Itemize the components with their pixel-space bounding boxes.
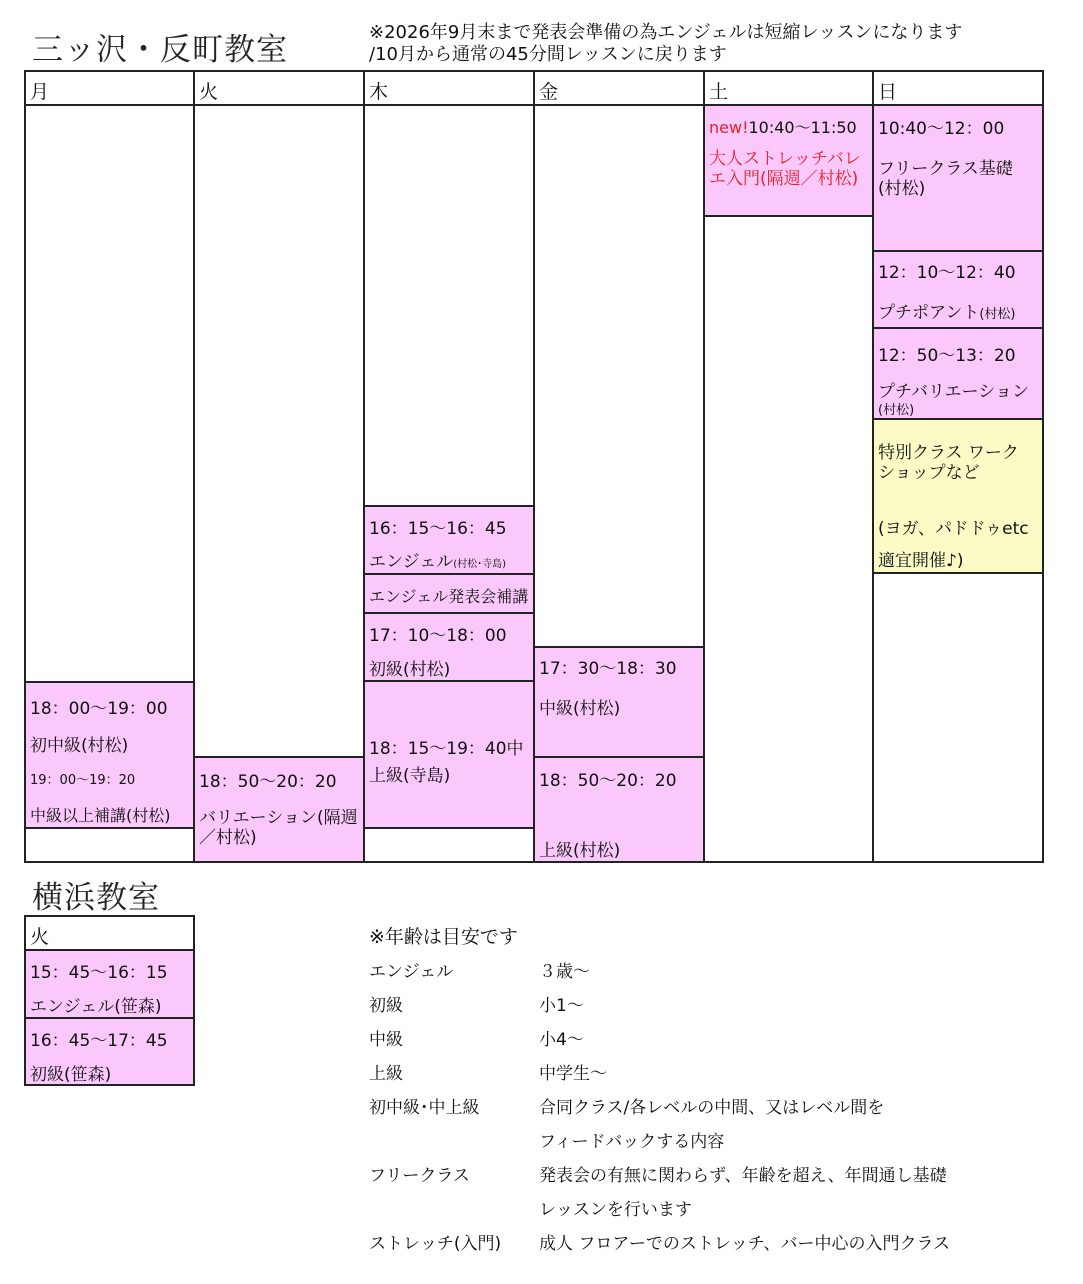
class-time: 18：50〜20：20 xyxy=(199,772,337,792)
legend-header: ※年齢は目安です xyxy=(369,926,518,948)
legend-value: 発表会の有無に関わらず、年齢を超え、年間通し基礎 xyxy=(539,1166,947,1186)
class-name: エンジェル(笹森) xyxy=(30,997,162,1017)
class-cell-sat-1 xyxy=(703,104,874,217)
class-teacher: (村松) xyxy=(979,307,1016,322)
class-name: 初級(笹森) xyxy=(30,1065,112,1085)
class-name-group xyxy=(369,547,506,572)
legend-label: エンジェル xyxy=(369,962,454,982)
class-name: エンジェル xyxy=(369,552,454,572)
legend-value: レッスンを行います xyxy=(539,1200,692,1220)
special-class-note: (ヨガ、パドドゥetc xyxy=(878,519,1029,539)
class-time: 16：45〜17：45 xyxy=(30,1031,168,1051)
class-time: 10:40〜12：00 xyxy=(878,119,1005,139)
class-cell-tue-1 xyxy=(193,756,365,863)
notice-line-2: /10月から通常の45分間レッスンに戻ります xyxy=(369,44,727,65)
legend-value: 小1〜 xyxy=(539,996,584,1016)
class-name-group xyxy=(878,298,1015,323)
class-cell-sun-1 xyxy=(872,104,1044,252)
legend-value: ３歳〜 xyxy=(539,962,590,982)
class-cell-mon-1 xyxy=(24,681,195,829)
legend-value: フィードバックする内容 xyxy=(539,1132,725,1152)
class-time: 15：45〜16：15 xyxy=(30,963,168,983)
special-class-name: 特別クラス ワークショップなど xyxy=(878,443,1019,483)
day-header-fri: 金 xyxy=(539,81,559,103)
legend-value: 中学生〜 xyxy=(539,1064,607,1084)
legend-value: 小4〜 xyxy=(539,1030,584,1050)
day-header-mon: 月 xyxy=(30,81,50,103)
class-time: 17：30〜18：30 xyxy=(539,659,677,679)
class-time: 16：15〜16：45 xyxy=(369,519,507,539)
special-class-note: 適宜開催♪) xyxy=(878,551,964,571)
class-cell-fri-2 xyxy=(533,756,705,863)
class-name: 上級(村松) xyxy=(539,841,621,861)
legend-value: 成人 フロアーでのストレッチ、バー中心の入門クラス xyxy=(539,1234,951,1254)
class-name: プチバリエーション xyxy=(878,382,1029,402)
class-cell-fri-1 xyxy=(533,646,705,758)
legend-label: フリークラス xyxy=(369,1166,470,1186)
class-cell-sun-2 xyxy=(872,250,1044,329)
legend-label: 中級 xyxy=(369,1030,403,1050)
special-class-cell xyxy=(872,418,1044,574)
yokohama-class-2 xyxy=(24,1017,195,1086)
yokohama-class-1 xyxy=(24,949,195,1019)
notice-line-1: ※2026年9月末まで発表会準備の為エンジェルは短縮レッスンになります xyxy=(369,22,963,43)
class-time: 19：00〜19：20 xyxy=(30,773,136,788)
class-name: プチポアント xyxy=(878,303,980,323)
legend-label: 初中級･中上級 xyxy=(369,1098,480,1118)
class-name: 中級以上補講(村松) xyxy=(30,806,171,825)
class-time: 17：10〜18：00 xyxy=(369,626,507,646)
class-time-group xyxy=(709,115,857,138)
class-cell-thu-1 xyxy=(363,505,535,575)
class-name: 中級(村松) xyxy=(539,699,621,719)
class-name: フリークラス基礎(村松) xyxy=(878,159,1013,199)
legend-label: 初級 xyxy=(369,996,403,1016)
class-name: 大人ストレッチバレエ入門(隔週／村松) xyxy=(709,149,861,189)
class-time: 12：10〜12：40 xyxy=(878,263,1016,283)
legend-value: 合同クラス/各レベルの中間、又はレベル間を xyxy=(539,1098,885,1118)
day-header-thu: 木 xyxy=(369,81,389,103)
class-name: エンジェル発表会補講 xyxy=(369,587,529,606)
day-header-tue: 火 xyxy=(199,81,219,103)
day-header-sat: 土 xyxy=(709,81,729,103)
class-teacher: (村松) xyxy=(878,403,915,418)
class-time: 18：00〜19：00 xyxy=(30,699,168,719)
day-header-sun: 日 xyxy=(878,81,898,103)
class-time: 18：50〜20：20 xyxy=(539,771,677,791)
class-name: 上級(寺島) xyxy=(369,766,451,786)
class-time: 18：15〜19：40中 xyxy=(369,739,524,759)
class-name: 初級(村松) xyxy=(369,660,451,680)
new-badge: new! xyxy=(709,118,749,137)
class-cell-thu-4 xyxy=(363,680,535,829)
class-cell-sun-3 xyxy=(872,327,1044,420)
day-header-tue: 火 xyxy=(30,926,50,948)
page-title: 三ッ沢・反町教室 xyxy=(32,32,288,68)
legend-label: 上級 xyxy=(369,1064,403,1084)
class-cell-thu-3 xyxy=(363,612,535,682)
legend-label: ストレッチ(入門) xyxy=(369,1234,502,1254)
class-cell-thu-2 xyxy=(363,573,535,614)
class-teacher: (村松･寺島) xyxy=(453,559,507,570)
class-time: 10:40〜11:50 xyxy=(748,118,857,137)
class-time: 12：50〜13：20 xyxy=(878,346,1016,366)
yokohama-title: 横浜教室 xyxy=(32,880,160,916)
class-name: 初中級(村松) xyxy=(30,736,129,756)
class-name: バリエーション(隔週／村松) xyxy=(199,808,358,848)
